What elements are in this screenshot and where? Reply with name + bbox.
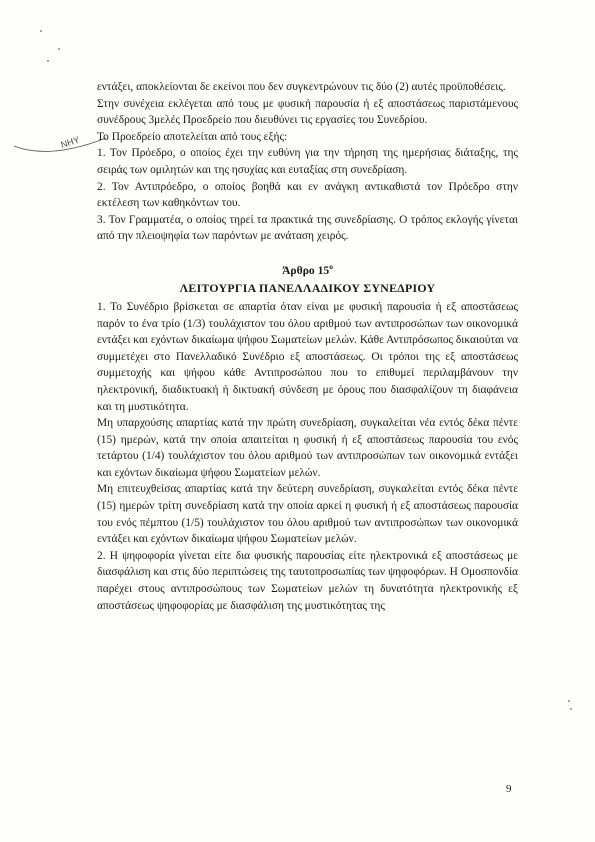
scan-speck (570, 708, 572, 710)
article-number-sup: ο (329, 262, 333, 272)
scan-speck (40, 30, 42, 32)
scan-speck (47, 60, 49, 62)
paragraph: 1. Τον Πρόεδρο, ο οποίος έχει την ευθύνη για την τήρηση της ημερήσιας διάταξης, της σειράς των ομιλητών και της ησυχίας και ευταξίας στη συνεδρίαση. (97, 147, 518, 176)
scan-speck (58, 48, 60, 50)
paragraph: 1. Το Συνέδριο βρίσκεται σε απαρτία όταν είναι με φυσική παρουσία ή εξ αποστάσεως παρόν το ένα τρίο (1/3) τουλάχιστον του όλου αριθμού των αντιπροσώπων των οικονομικά εντάξει και εχόντων δικαίωμα ψήφου Σωματείων μελών. Κάθε Αντιπρόσωπος δικαιούται να συμμετέχει στο Πανελλαδικό Συνέδριο εξ αποστάσεως. Οι τρόποι της εξ αποστάσεως συμμετοχής και ψήφου κάθε Αντιπροσώπου που το επιθυμεί περιλαμβάνουν την ηλεκτρονική, διαδικτυακή ή δικτυακή σύνδεση με όρους που διασφαλίζουν τη διαφάνεια και τη μυστικότητα. (97, 300, 518, 413)
paragraph: Μη επιτευχθείσας απαρτίας κατά την δεύτερη συνεδρίαση, συγκαλείται εντός δέκα πέντε (15) ημερών τρίτη συνεδρίαση κατά την οποία αρκεί η φυσική ή εξ αποστάσεως παρουσία του ενός πέμπτου (1/5) τουλάχιστον του όλου αριθμού των αντιπροσώπων των οικονομικά εντάξει και εχόντων δικαίωμα ψήφου Σωματείων μελών. (97, 483, 518, 546)
article-title: ΛΕΙΤΟΥΡΓΙΑ ΠΑΝΕΛΛΑΔΙΚΟΥ ΣΥΝΕΔΡΙΟΥ (179, 280, 436, 295)
paragraph: 2. Τον Αντιπρόεδρο, ο οποίος βοηθά και εν ανάγκη αντικαθιστά τον Πρόεδρο στην εκτέλεση των καθηκόντων του. (97, 180, 518, 210)
paragraph: Στην συνέχεια εκλέγεται από τους με φυσική παρουσία ή εξ αποστάσεως παριστάμενους συνέδρους 3μελές Προεδρείο που διευθύνει τις εργασίες του Συνεδρίου. (97, 97, 518, 127)
scan-speck (568, 700, 570, 702)
paragraph: 3. Τον Γραμματέα, ο οποίος τηρεί τα πρακτικά της συνεδρίασης. Ο τρόπος εκλογής γίνεται από την πλειοψηφία των παρόντων με ανάταση χειρός. (97, 213, 518, 243)
paragraph: Το Προεδρείο αποτελείται από τους εξής: (97, 130, 288, 143)
paragraph: εντάξει, αποκλείονται δε εκείνοι που δεν συγκεντρώνουν τις δύο (2) αυτές προϋποθέσεις. (97, 81, 506, 93)
paragraph: Μη υπαρχούσης απαρτίας κατά την πρώτη συνεδρίαση, συγκαλείται νέα εντός δέκα πέντε (15) ημερών, κατά την οποία απαιτείται η φυσική ή εξ αποστάσεως παρουσία του ενός τετάρτου (1/4) τουλάχιστον του όλου αριθμού των αντιπροσώπων των οικονομικά εντάξει και εχόντων δικαίωμα ψήφου Σωματείων μελών. (97, 417, 518, 479)
stamp-text: ΝΗΥ (59, 134, 81, 150)
document-body (97, 79, 518, 614)
page-number: 9 (506, 783, 512, 795)
article-heading (97, 263, 518, 297)
paragraph: 2. Η ψηφοφορία γίνεται είτε δια φυσικής παρουσίας είτε ηλεκτρονικά εξ αποστάσεως με διασφάλιση και στις δύο περιπτώσεις της ταυτοπροσωπίας των ψηφοφόρων. Η Ομοσπονδία παρέχει στους αντιπροσώπους των Σωματείων μελών τη δυνατότητα ηλεκτρονικής εξ αποστάσεως ψηφοφορίας με διασφάλιση της μυστικότητας της (97, 549, 518, 612)
article-number-text: Άρθρο 15 (282, 263, 330, 277)
article-number (97, 263, 518, 279)
